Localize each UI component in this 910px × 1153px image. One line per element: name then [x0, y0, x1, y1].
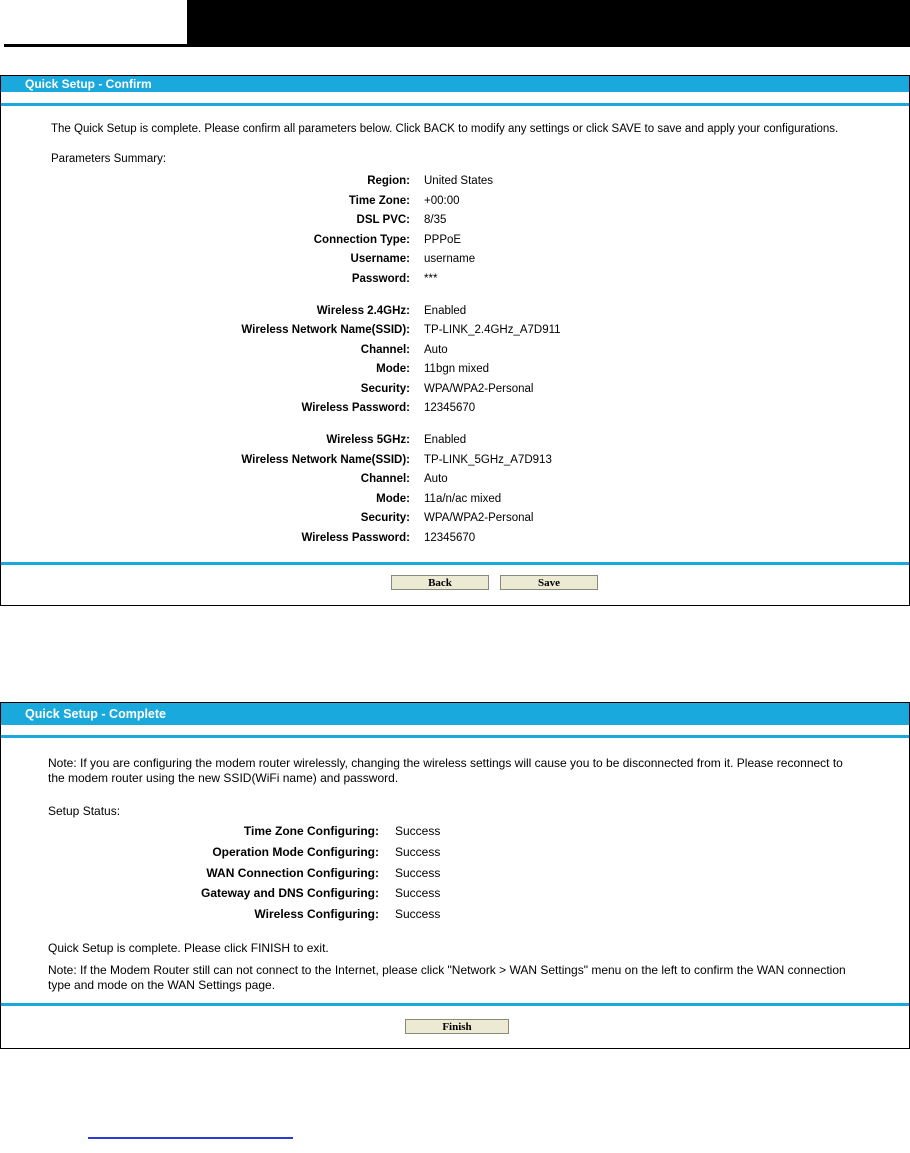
parameter-value: United States	[424, 175, 494, 187]
status-row	[1, 865, 441, 881]
parameter-label: Security:	[360, 382, 410, 395]
link-underline[interactable]	[88, 1137, 293, 1139]
parameter-label: Mode:	[376, 492, 410, 505]
parameter-row	[1, 510, 534, 526]
parameter-value: 11a/n/ac mixed	[424, 492, 502, 505]
finish-instruction: Quick Setup is complete. Please click FINISH to exit.	[48, 941, 329, 955]
confirm-intro-text: The Quick Setup is complete. Please confirm all parameters below. Click BACK to modify any settings or click SAVE to save and apply your configurations.	[51, 123, 839, 135]
status-value: Success	[395, 865, 441, 880]
parameter-label: Time Zone:	[348, 194, 410, 207]
parameter-label: Security:	[360, 512, 410, 524]
parameter-value: 12345670	[424, 402, 476, 414]
parameter-value: WPA/WPA2-Personal	[424, 382, 534, 395]
parameter-label: Connection Type:	[313, 233, 410, 246]
save-button[interactable]: Save	[500, 575, 598, 590]
parameter-row	[1, 271, 438, 287]
reconnect-note-line2: the modem router using the new SSID(WiFi name) and password.	[48, 771, 399, 785]
parameter-row	[1, 212, 447, 228]
parameter-row	[1, 232, 462, 248]
parameter-value: +00:00	[424, 194, 460, 207]
parameter-value: Enabled	[424, 304, 467, 317]
status-value: Success	[395, 886, 441, 901]
parameter-row	[1, 452, 552, 468]
parameter-row	[1, 491, 502, 507]
confirm-panel-body	[1, 106, 909, 562]
status-label: Time Zone Configuring:	[243, 824, 379, 838]
reconnect-note-line1: Note: If you are configuring the modem router wirelessly, changing the wireless settings will cause you to be disconnected from it. Please reconnect to	[48, 756, 843, 770]
status-label: Wireless Configuring:	[254, 907, 379, 922]
header-underline	[4, 44, 187, 47]
status-row	[1, 885, 441, 901]
parameter-label: Wireless Password:	[301, 531, 410, 544]
parameter-value: WPA/WPA2-Personal	[424, 512, 534, 524]
status-row	[1, 906, 441, 922]
parameter-value: Auto	[424, 343, 448, 356]
parameter-label: Wireless Network Name(SSID):	[241, 324, 410, 336]
parameter-label: Password:	[351, 272, 410, 285]
parameter-value: Enabled	[424, 434, 467, 446]
parameter-label: Wireless Password:	[301, 402, 410, 414]
parameter-label: Wireless 2.4GHz:	[316, 304, 410, 317]
setup-status-label: Setup Status:	[48, 804, 121, 818]
status-value: Success	[395, 844, 441, 859]
parameters-summary-label: Parameters Summary:	[51, 153, 167, 165]
parameter-row	[1, 381, 534, 397]
wan-note-line1: Note: If the Modem Router still can not connect to the Internet, please click "Network > WAN Settings" menu on the left to confirm the WAN connection	[48, 963, 846, 977]
status-label: Gateway and DNS Configuring:	[200, 886, 379, 901]
parameter-label: DSL PVC:	[356, 214, 410, 226]
complete-panel-body	[1, 738, 909, 1003]
parameter-row	[1, 400, 476, 416]
parameter-label: Region:	[367, 175, 410, 187]
parameter-row	[1, 251, 476, 267]
confirm-button-row	[1, 565, 909, 604]
parameter-row	[1, 303, 467, 319]
status-label: Operation Mode Configuring:	[212, 844, 379, 859]
parameter-label: Channel:	[360, 473, 410, 485]
parameter-value: 11bgn mixed	[424, 363, 489, 375]
status-row	[1, 844, 441, 860]
parameter-value: TP-LINK_2.4GHz_A7D911	[424, 324, 561, 336]
parameter-label: Channel:	[360, 343, 410, 356]
parameter-row	[1, 361, 489, 377]
parameter-row	[1, 193, 460, 209]
parameter-value: 8/35	[424, 214, 447, 226]
parameter-value: username	[424, 253, 476, 265]
header-bar	[187, 0, 910, 47]
complete-panel-title: Quick Setup - Complete	[1, 703, 909, 725]
parameter-value: PPPoE	[424, 233, 462, 246]
parameter-label: Mode:	[376, 363, 410, 375]
finish-button[interactable]: Finish	[405, 1019, 509, 1034]
status-label: WAN Connection Configuring:	[206, 865, 379, 880]
parameter-label: Wireless Network Name(SSID):	[241, 453, 410, 466]
parameter-value: ***	[424, 272, 438, 285]
status-value: Success	[395, 907, 441, 922]
wan-note-line2: type and mode on the WAN Settings page.	[48, 978, 276, 992]
header-left-area	[0, 0, 187, 47]
back-button[interactable]: Back	[391, 575, 489, 590]
parameter-row	[1, 342, 448, 358]
parameter-label: Username:	[350, 253, 410, 265]
status-row	[1, 823, 441, 839]
parameter-value: Auto	[424, 473, 448, 485]
parameter-row	[1, 471, 448, 487]
confirm-panel	[0, 75, 910, 606]
confirm-panel-title: Quick Setup - Confirm	[1, 76, 909, 92]
parameter-row	[1, 173, 494, 189]
parameter-row	[1, 530, 476, 546]
parameter-label: Wireless 5GHz:	[326, 434, 410, 446]
status-value: Success	[395, 824, 441, 838]
parameter-value: TP-LINK_5GHz_A7D913	[424, 453, 552, 466]
complete-button-row	[1, 1006, 909, 1048]
parameter-row	[1, 322, 561, 338]
parameter-value: 12345670	[424, 531, 476, 544]
complete-panel	[0, 702, 910, 1049]
parameter-row	[1, 432, 467, 448]
